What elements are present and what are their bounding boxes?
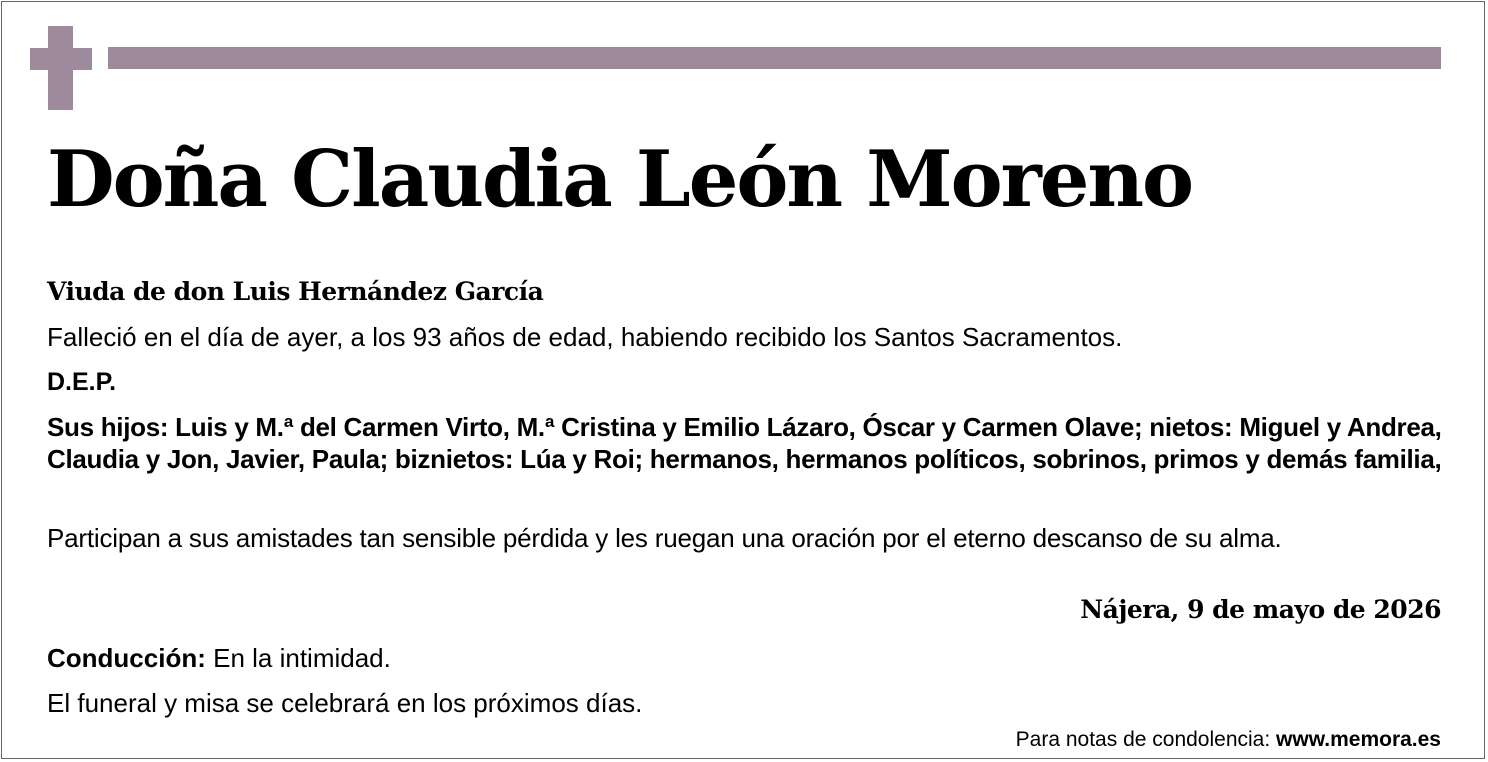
prayer-request: Participan a sus amistades tan sensible pérdida y les ruegan una oración por el eterno descanso de su alma. [47, 523, 1282, 553]
header-divider-bar [108, 47, 1441, 69]
family-list: Sus hijos: Luis y M.ª del Carmen Virto, M.ª Cristina y Emilio Lázaro, Óscar y Carmen Olave; nietos: Miguel y Andrea, Claudia y Jon, Javier, Paula; biznietos: Lúa y Roi; hermanos, hermanos políticos, sobrinos, primos y demás familia, [47, 412, 1442, 474]
rip-label: D.E.P. [47, 368, 117, 396]
funeral-info: El funeral y misa se celebrará en los próximos días. [47, 688, 643, 718]
condolence-link[interactable]: www.memora.es [1276, 728, 1441, 751]
death-announcement: Falleció en el día de ayer, a los 93 años de edad, habiendo recibido los Santos Sacramentos. [47, 322, 1123, 352]
conduccion-label: Conducción: [47, 643, 206, 673]
condolence-footer [1016, 726, 1441, 754]
place-and-date: Nájera, 9 de mayo de 2026 [1080, 595, 1441, 624]
cross-horizontal-bar [30, 48, 92, 70]
conduccion-line [47, 640, 391, 676]
condolence-label: Para notas de condolencia: [1015, 728, 1271, 751]
conduccion-value: En la intimidad. [213, 643, 391, 673]
widow-of-line: Viuda de don Luis Hernández García [47, 277, 544, 306]
deceased-name: Doña Claudia León Moreno [47, 134, 1193, 225]
